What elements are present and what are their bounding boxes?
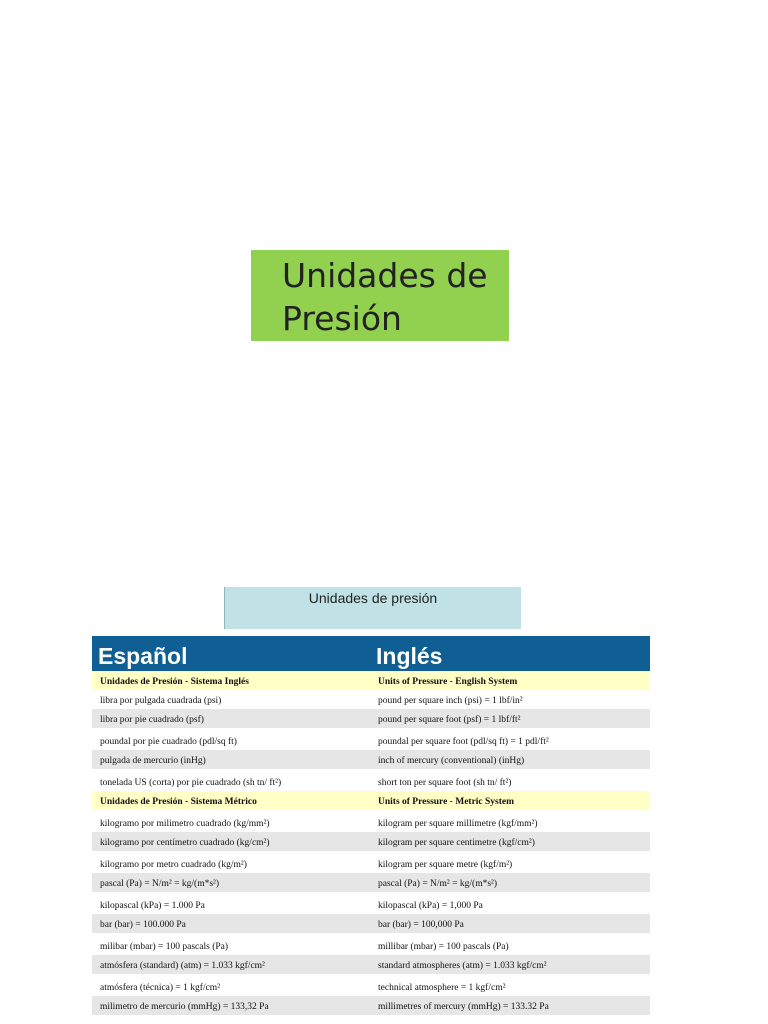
cell-english: inch of mercury (conventional) (inHg)	[378, 756, 525, 766]
cell-spanish: kilopascal (kPa) = 1.000 Pa	[100, 901, 205, 911]
cell-english: millimetres of mercury (mmHg) = 133.32 Pa	[378, 1002, 549, 1012]
cell-spanish: libra por pulgada cuadrada (psi)	[100, 696, 222, 706]
cell-spanish: milimetro de mercurio (mmHg) = 133,32 Pa	[100, 1002, 269, 1012]
cell-spanish: kilogramo por milimetro cuadrado (kg/mm²)	[100, 819, 270, 829]
table-row	[92, 933, 650, 955]
table-row	[92, 709, 650, 728]
cell-english: kilopascal (kPa) = 1,000 Pa	[378, 901, 483, 911]
cell-english: poundal per square foot (pdl/sq ft) = 1 pdl/ft²	[378, 737, 549, 747]
section-header-row	[92, 791, 650, 810]
table-header	[92, 636, 650, 671]
cell-spanish: atmósfera (standard) (atm) = 1.033 kgf/cm²	[100, 961, 265, 971]
cell-spanish: tonelada US (corta) por pie cuadrado (sh tn/ ft²)	[100, 778, 282, 788]
pressure-units-table	[92, 636, 650, 1015]
cell-english: kilogram per square centimetre (kgf/cm²)	[378, 838, 535, 848]
cell-spanish: poundal por pie cuadrado (pdl/sq ft)	[100, 737, 237, 747]
table-body	[92, 671, 650, 1015]
cell-english: short ton per square foot (sh tn/ ft²)	[378, 778, 512, 788]
section-header-row	[92, 671, 650, 690]
cell-english: Units of Pressure - English System	[378, 677, 518, 687]
table-row	[92, 955, 650, 974]
table-row	[92, 914, 650, 933]
cell-english: pound per square inch (psi) = 1 lbf/in²	[378, 696, 523, 706]
cell-english: pascal (Pa) = N/m² = kg/(m*s²)	[378, 879, 498, 889]
cell-english: Units of Pressure - Metric System	[378, 797, 515, 807]
table-caption: Unidades de presión	[224, 587, 521, 629]
header-english: Inglés	[376, 643, 443, 669]
table-row	[92, 851, 650, 873]
cell-spanish: pulgada de mercurio (inHg)	[100, 756, 206, 766]
table-row	[92, 690, 650, 709]
cell-english: standard atmospheres (atm) = 1.033 kgf/cm²	[378, 961, 547, 971]
cell-spanish: kilogramo por metro cuadrado (kg/m²)	[100, 860, 247, 870]
cell-english: millibar (mbar) = 100 pascals (Pa)	[378, 942, 509, 952]
page-title: Unidades de Presión	[251, 250, 509, 341]
cell-english: pound per square foot (psf) = 1 lbf/ft²	[378, 715, 521, 725]
table-row	[92, 974, 650, 996]
header-spanish: Español	[98, 643, 188, 669]
table-row	[92, 769, 650, 791]
table-row	[92, 810, 650, 832]
cell-english: bar (bar) = 100,000 Pa	[378, 920, 464, 930]
cell-spanish: Unidades de Presión - Sistema Inglés	[100, 677, 249, 687]
cell-english: kilogram per square metre (kgf/m²)	[378, 860, 513, 870]
table-row	[92, 996, 650, 1015]
cell-spanish: atmósfera (técnica) = 1 kgf/cm²	[100, 983, 221, 993]
table-row	[92, 873, 650, 892]
cell-english: kilogram per square millimetre (kgf/mm²)	[378, 819, 538, 829]
cell-spanish: pascal (Pa) = N/m² = kg/(m*s²)	[100, 879, 220, 889]
table-row	[92, 832, 650, 851]
cell-spanish: libra por pie cuadrado (psf)	[100, 715, 204, 725]
cell-english: technical atmosphere = 1 kgf/cm²	[378, 983, 506, 993]
table-row	[92, 750, 650, 769]
cell-spanish: milibar (mbar) = 100 pascals (Pa)	[100, 942, 229, 952]
cell-spanish: bar (bar) = 100.000 Pa	[100, 920, 186, 930]
cell-spanish: kilogramo por centímetro cuadrado (kg/cm²)	[100, 838, 270, 848]
table-row	[92, 892, 650, 914]
cell-spanish: Unidades de Presión - Sistema Métrico	[100, 797, 257, 807]
table-row	[92, 728, 650, 750]
